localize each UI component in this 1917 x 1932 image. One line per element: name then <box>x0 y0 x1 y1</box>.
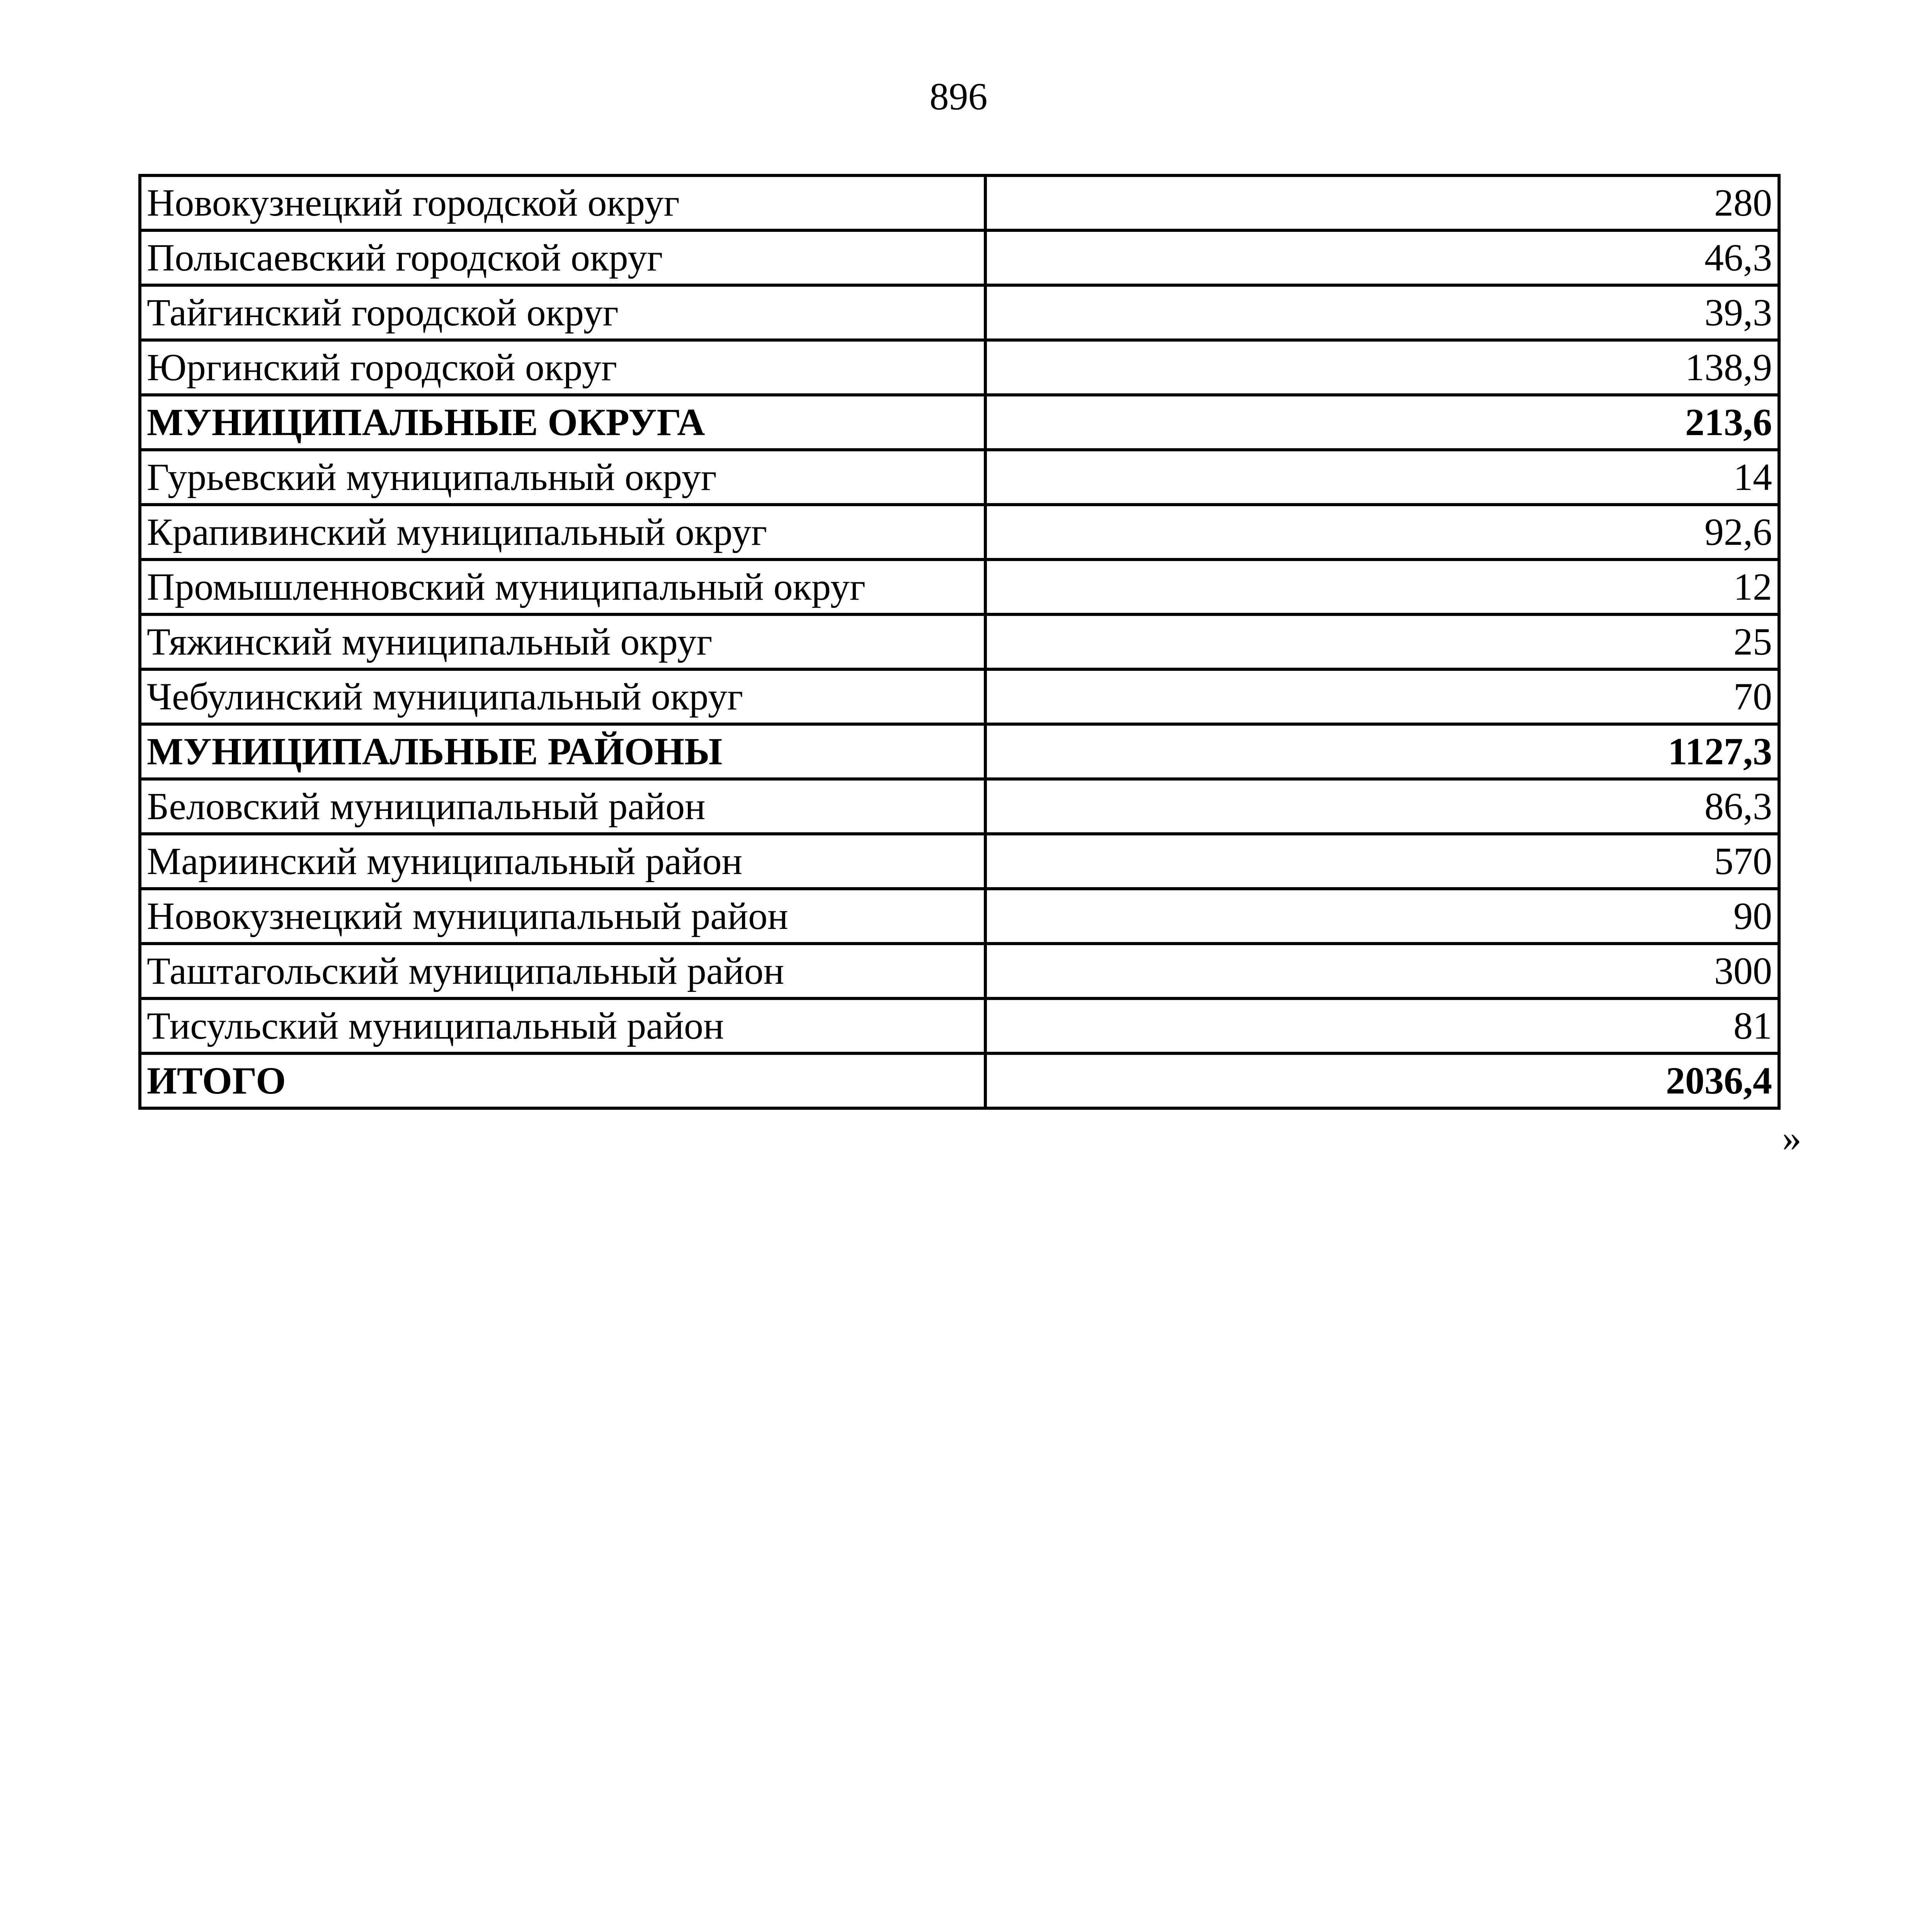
table-row <box>140 230 1779 285</box>
table-row <box>140 614 1779 669</box>
table-row <box>140 669 1779 724</box>
row-name-cell: Полысаевский городской округ <box>140 230 985 285</box>
row-name-cell: МУНИЦИПАЛЬНЫЕ ОКРУГА <box>140 395 985 450</box>
row-value-cell: 12 <box>985 560 1779 614</box>
row-name-cell: Тайгинский городской округ <box>140 285 985 340</box>
row-value-cell: 92,6 <box>985 505 1779 560</box>
row-value-cell: 86,3 <box>985 779 1779 834</box>
row-value-cell: 213,6 <box>985 395 1779 450</box>
row-name-cell: Тяжинский муниципальный округ <box>140 614 985 669</box>
table-row <box>140 834 1779 889</box>
row-value-cell: 2036,4 <box>985 1053 1779 1108</box>
row-name-cell: Чебулинский муниципальный округ <box>140 669 985 724</box>
row-name-cell: Таштагольский муниципальный район <box>140 944 985 998</box>
table-row <box>140 505 1779 560</box>
table-row <box>140 779 1779 834</box>
row-value-cell: 46,3 <box>985 230 1779 285</box>
row-value-cell: 39,3 <box>985 285 1779 340</box>
row-value-cell: 14 <box>985 450 1779 505</box>
row-name-cell: Юргинский городской округ <box>140 340 985 395</box>
table-body <box>140 175 1779 1108</box>
row-name-cell: Новокузнецкий муниципальный район <box>140 889 985 944</box>
row-name-cell: Беловский муниципальный район <box>140 779 985 834</box>
page-number: 896 <box>929 75 988 118</box>
row-value-cell: 81 <box>985 998 1779 1053</box>
row-name-cell: Новокузнецкий городской округ <box>140 175 985 230</box>
row-value-cell: 300 <box>985 944 1779 998</box>
row-name-cell: Промышленновский муниципальный округ <box>140 560 985 614</box>
table-row <box>140 395 1779 450</box>
table-row <box>140 175 1779 230</box>
table-row <box>140 285 1779 340</box>
row-value-cell: 90 <box>985 889 1779 944</box>
table-row <box>140 450 1779 505</box>
row-name-cell: МУНИЦИПАЛЬНЫЕ РАЙОНЫ <box>140 724 985 779</box>
table-row <box>140 944 1779 998</box>
row-name-cell: Тисульский муниципальный район <box>140 998 985 1053</box>
closing-quote: » <box>1782 1116 1801 1159</box>
row-value-cell: 25 <box>985 614 1779 669</box>
row-value-cell: 280 <box>985 175 1779 230</box>
table-row <box>140 998 1779 1053</box>
row-name-cell: Крапивинский муниципальный округ <box>140 505 985 560</box>
row-value-cell: 70 <box>985 669 1779 724</box>
table-row <box>140 724 1779 779</box>
row-name-cell: ИТОГО <box>140 1053 985 1108</box>
row-value-cell: 570 <box>985 834 1779 889</box>
row-value-cell: 1127,3 <box>985 724 1779 779</box>
table-row <box>140 1053 1779 1108</box>
row-name-cell: Мариинский муниципальный район <box>140 834 985 889</box>
table-row <box>140 889 1779 944</box>
row-name-cell: Гурьевский муниципальный округ <box>140 450 985 505</box>
table-row <box>140 340 1779 395</box>
row-value-cell: 138,9 <box>985 340 1779 395</box>
table-row <box>140 560 1779 614</box>
data-table <box>138 174 1781 1110</box>
